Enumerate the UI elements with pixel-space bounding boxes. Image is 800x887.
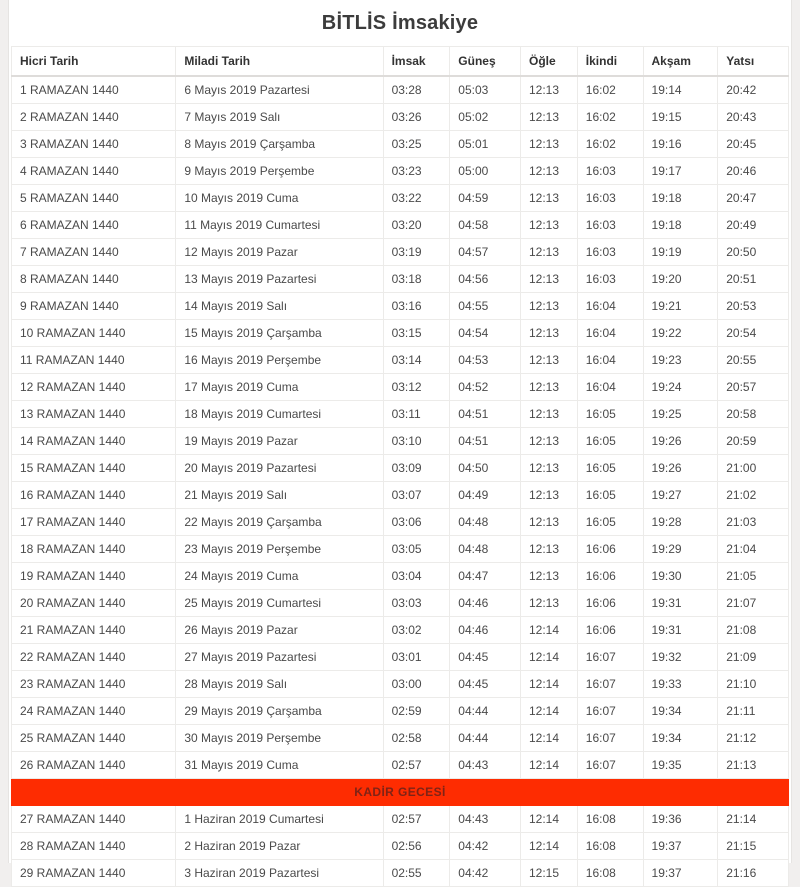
cell: 21 RAMAZAN 1440 <box>12 617 176 644</box>
cell: 12:14 <box>521 644 578 671</box>
cell: 16:07 <box>577 725 643 752</box>
cell: 04:58 <box>450 212 521 239</box>
cell: 16:06 <box>577 590 643 617</box>
cell: 20:50 <box>718 239 789 266</box>
table-row <box>12 509 789 536</box>
cell: 21:10 <box>718 671 789 698</box>
cell: 29 RAMAZAN 1440 <box>12 860 176 887</box>
cell: 7 Mayıs 2019 Salı <box>176 104 383 131</box>
cell: 21:03 <box>718 509 789 536</box>
table-header <box>12 47 789 77</box>
cell: 12:14 <box>521 671 578 698</box>
cell: 02:56 <box>383 833 450 860</box>
table-row <box>12 698 789 725</box>
cell: 18 Mayıs 2019 Cumartesi <box>176 401 383 428</box>
cell: 03:11 <box>383 401 450 428</box>
cell: 12:13 <box>521 104 578 131</box>
table-row <box>12 455 789 482</box>
page-title: BİTLİS İmsakiye <box>321 12 479 34</box>
cell: 19:19 <box>643 239 718 266</box>
cell: 19:24 <box>643 374 718 401</box>
cell: 3 Haziran 2019 Pazartesi <box>176 860 383 887</box>
cell: 19:17 <box>643 158 718 185</box>
cell: 12:13 <box>521 536 578 563</box>
cell: 20:46 <box>718 158 789 185</box>
cell: 20:55 <box>718 347 789 374</box>
cell: 03:05 <box>383 536 450 563</box>
cell: 16:05 <box>577 509 643 536</box>
table-row <box>12 293 789 320</box>
cell: 19:35 <box>643 752 718 779</box>
cell: 11 Mayıs 2019 Cumartesi <box>176 212 383 239</box>
table-row <box>12 752 789 779</box>
cell: 03:01 <box>383 644 450 671</box>
cell: 12:13 <box>521 590 578 617</box>
cell: 19 Mayıs 2019 Pazar <box>176 428 383 455</box>
table-row <box>12 833 789 860</box>
cell: 12:13 <box>521 212 578 239</box>
cell: 21:07 <box>718 590 789 617</box>
table-row <box>12 725 789 752</box>
cell: 20 RAMAZAN 1440 <box>12 590 176 617</box>
cell: 19:29 <box>643 536 718 563</box>
cell: 21:04 <box>718 536 789 563</box>
cell: 31 Mayıs 2019 Cuma <box>176 752 383 779</box>
table-row <box>12 239 789 266</box>
cell: 03:02 <box>383 617 450 644</box>
cell: 21 Mayıs 2019 Salı <box>176 482 383 509</box>
cell: 13 Mayıs 2019 Pazartesi <box>176 266 383 293</box>
cell: 25 Mayıs 2019 Cumartesi <box>176 590 383 617</box>
kadir-gecesi-banner-row <box>12 779 789 806</box>
cell: 26 RAMAZAN 1440 <box>12 752 176 779</box>
table-row <box>12 131 789 158</box>
table-row <box>12 428 789 455</box>
cell: 21:08 <box>718 617 789 644</box>
cell: 19:34 <box>643 698 718 725</box>
cell: 19:37 <box>643 833 718 860</box>
cell: 03:22 <box>383 185 450 212</box>
table-row <box>12 266 789 293</box>
table-row <box>12 860 789 887</box>
cell: 16 RAMAZAN 1440 <box>12 482 176 509</box>
cell: 24 Mayıs 2019 Cuma <box>176 563 383 590</box>
cell: 12:14 <box>521 698 578 725</box>
cell: 19:28 <box>643 509 718 536</box>
cell: 04:52 <box>450 374 521 401</box>
cell: 20:47 <box>718 185 789 212</box>
header-row <box>12 47 789 77</box>
cell: 16:07 <box>577 698 643 725</box>
cell: 19:30 <box>643 563 718 590</box>
cell: 04:50 <box>450 455 521 482</box>
table-row <box>12 644 789 671</box>
cell: 12:13 <box>521 455 578 482</box>
cell: 12:14 <box>521 752 578 779</box>
cell: 12:13 <box>521 239 578 266</box>
cell: 19:23 <box>643 347 718 374</box>
table-row <box>12 806 789 833</box>
column-header-8: Yatsı <box>718 47 789 77</box>
cell: 16:03 <box>577 185 643 212</box>
cell: 03:23 <box>383 158 450 185</box>
cell: 19 RAMAZAN 1440 <box>12 563 176 590</box>
cell: 16:03 <box>577 212 643 239</box>
cell: 16:03 <box>577 158 643 185</box>
cell: 23 Mayıs 2019 Perşembe <box>176 536 383 563</box>
table-row <box>12 320 789 347</box>
cell: 20:57 <box>718 374 789 401</box>
cell: 13 RAMAZAN 1440 <box>12 401 176 428</box>
cell: 04:42 <box>450 833 521 860</box>
cell: 04:43 <box>450 806 521 833</box>
cell: 19:18 <box>643 185 718 212</box>
cell: 16:08 <box>577 860 643 887</box>
cell: 19:18 <box>643 212 718 239</box>
cell: 04:45 <box>450 671 521 698</box>
cell: 16:02 <box>577 104 643 131</box>
table-row <box>12 347 789 374</box>
cell: 14 Mayıs 2019 Salı <box>176 293 383 320</box>
cell: 16:03 <box>577 239 643 266</box>
cell: 16:06 <box>577 563 643 590</box>
cell: 19:26 <box>643 428 718 455</box>
cell: 16:04 <box>577 347 643 374</box>
cell: 2 Haziran 2019 Pazar <box>176 833 383 860</box>
cell: 15 Mayıs 2019 Çarşamba <box>176 320 383 347</box>
cell: 20:45 <box>718 131 789 158</box>
cell: 04:46 <box>450 617 521 644</box>
cell: 23 RAMAZAN 1440 <box>12 671 176 698</box>
table-row <box>12 617 789 644</box>
cell: 05:03 <box>450 76 521 104</box>
cell: 21:13 <box>718 752 789 779</box>
cell: 25 RAMAZAN 1440 <box>12 725 176 752</box>
cell: 30 Mayıs 2019 Perşembe <box>176 725 383 752</box>
cell: 03:15 <box>383 320 450 347</box>
cell: 16:07 <box>577 752 643 779</box>
cell: 12:13 <box>521 131 578 158</box>
cell: 19:15 <box>643 104 718 131</box>
cell: 04:57 <box>450 239 521 266</box>
cell: 21:11 <box>718 698 789 725</box>
cell: 10 Mayıs 2019 Cuma <box>176 185 383 212</box>
column-header-4: Güneş <box>450 47 521 77</box>
cell: 03:14 <box>383 347 450 374</box>
cell: 8 RAMAZAN 1440 <box>12 266 176 293</box>
cell: 04:59 <box>450 185 521 212</box>
table-row <box>12 185 789 212</box>
cell: 28 RAMAZAN 1440 <box>12 833 176 860</box>
cell: 12:13 <box>521 293 578 320</box>
cell: 02:59 <box>383 698 450 725</box>
cell: 03:16 <box>383 293 450 320</box>
cell: 04:49 <box>450 482 521 509</box>
cell: 16:04 <box>577 320 643 347</box>
table-row <box>12 590 789 617</box>
table-row <box>12 212 789 239</box>
cell: 22 Mayıs 2019 Çarşamba <box>176 509 383 536</box>
cell: 21:09 <box>718 644 789 671</box>
kadir-gecesi-banner: KADİR GECESİ <box>12 779 789 806</box>
cell: 16:02 <box>577 76 643 104</box>
cell: 19:16 <box>643 131 718 158</box>
cell: 20:58 <box>718 401 789 428</box>
cell: 2 RAMAZAN 1440 <box>12 104 176 131</box>
column-header-5: Öğle <box>521 47 578 77</box>
cell: 02:57 <box>383 752 450 779</box>
cell: 03:26 <box>383 104 450 131</box>
cell: 20:59 <box>718 428 789 455</box>
cell: 12:14 <box>521 617 578 644</box>
cell: 24 RAMAZAN 1440 <box>12 698 176 725</box>
cell: 19:14 <box>643 76 718 104</box>
table-row <box>12 563 789 590</box>
cell: 16:08 <box>577 806 643 833</box>
cell: 26 Mayıs 2019 Pazar <box>176 617 383 644</box>
cell: 20:42 <box>718 76 789 104</box>
cell: 14 RAMAZAN 1440 <box>12 428 176 455</box>
cell: 19:33 <box>643 671 718 698</box>
cell: 12:13 <box>521 347 578 374</box>
cell: 04:47 <box>450 563 521 590</box>
cell: 04:44 <box>450 725 521 752</box>
cell: 12:13 <box>521 401 578 428</box>
cell: 02:58 <box>383 725 450 752</box>
cell: 21:02 <box>718 482 789 509</box>
cell: 19:27 <box>643 482 718 509</box>
cell: 21:16 <box>718 860 789 887</box>
cell: 20:49 <box>718 212 789 239</box>
cell: 16:06 <box>577 536 643 563</box>
cell: 12:13 <box>521 76 578 104</box>
cell: 04:48 <box>450 509 521 536</box>
cell: 04:53 <box>450 347 521 374</box>
cell: 7 RAMAZAN 1440 <box>12 239 176 266</box>
cell: 19:31 <box>643 590 718 617</box>
cell: 20:53 <box>718 293 789 320</box>
cell: 16:05 <box>577 401 643 428</box>
cell: 19:31 <box>643 617 718 644</box>
table-row <box>12 671 789 698</box>
cell: 16:07 <box>577 644 643 671</box>
cell: 04:45 <box>450 644 521 671</box>
cell: 21:12 <box>718 725 789 752</box>
cell: 6 RAMAZAN 1440 <box>12 212 176 239</box>
cell: 17 Mayıs 2019 Cuma <box>176 374 383 401</box>
cell: 8 Mayıs 2019 Çarşamba <box>176 131 383 158</box>
cell: 16:02 <box>577 131 643 158</box>
cell: 19:32 <box>643 644 718 671</box>
cell: 12:14 <box>521 725 578 752</box>
cell: 19:20 <box>643 266 718 293</box>
cell: 03:19 <box>383 239 450 266</box>
cell: 05:01 <box>450 131 521 158</box>
cell: 12 Mayıs 2019 Pazar <box>176 239 383 266</box>
cell: 16:03 <box>577 266 643 293</box>
cell: 03:04 <box>383 563 450 590</box>
cell: 1 Haziran 2019 Cumartesi <box>176 806 383 833</box>
cell: 5 RAMAZAN 1440 <box>12 185 176 212</box>
cell: 3 RAMAZAN 1440 <box>12 131 176 158</box>
cell: 21:05 <box>718 563 789 590</box>
cell: 20 Mayıs 2019 Pazartesi <box>176 455 383 482</box>
cell: 12:13 <box>521 158 578 185</box>
cell: 16:05 <box>577 482 643 509</box>
cell: 12:14 <box>521 806 578 833</box>
table-row <box>12 374 789 401</box>
cell: 27 Mayıs 2019 Pazartesi <box>176 644 383 671</box>
cell: 04:43 <box>450 752 521 779</box>
cell: 02:55 <box>383 860 450 887</box>
cell: 28 Mayıs 2019 Salı <box>176 671 383 698</box>
cell: 19:34 <box>643 725 718 752</box>
cell: 04:51 <box>450 401 521 428</box>
column-header-7: Akşam <box>643 47 718 77</box>
cell: 20:51 <box>718 266 789 293</box>
cell: 02:57 <box>383 806 450 833</box>
cell: 17 RAMAZAN 1440 <box>12 509 176 536</box>
cell: 03:28 <box>383 76 450 104</box>
cell: 03:12 <box>383 374 450 401</box>
cell: 03:03 <box>383 590 450 617</box>
cell: 04:51 <box>450 428 521 455</box>
cell: 12 RAMAZAN 1440 <box>12 374 176 401</box>
cell: 03:09 <box>383 455 450 482</box>
cell: 19:21 <box>643 293 718 320</box>
cell: 21:00 <box>718 455 789 482</box>
cell: 03:06 <box>383 509 450 536</box>
column-header-3: İmsak <box>383 47 450 77</box>
cell: 12:13 <box>521 509 578 536</box>
cell: 03:20 <box>383 212 450 239</box>
imsakiye-card <box>8 0 792 880</box>
cell: 03:10 <box>383 428 450 455</box>
cell: 20:43 <box>718 104 789 131</box>
cell: 19:36 <box>643 806 718 833</box>
cell: 16:08 <box>577 833 643 860</box>
column-header-2: Miladi Tarih <box>176 47 383 77</box>
cell: 12:15 <box>521 860 578 887</box>
cell: 04:44 <box>450 698 521 725</box>
cell: 16:04 <box>577 293 643 320</box>
cell: 27 RAMAZAN 1440 <box>12 806 176 833</box>
cell: 19:37 <box>643 860 718 887</box>
cell: 03:00 <box>383 671 450 698</box>
cell: 20:54 <box>718 320 789 347</box>
table-row <box>12 401 789 428</box>
cell: 03:07 <box>383 482 450 509</box>
cell: 22 RAMAZAN 1440 <box>12 644 176 671</box>
cell: 9 Mayıs 2019 Perşembe <box>176 158 383 185</box>
cell: 19:22 <box>643 320 718 347</box>
cell: 15 RAMAZAN 1440 <box>12 455 176 482</box>
table-row <box>12 158 789 185</box>
cell: 12:13 <box>521 320 578 347</box>
cell: 04:46 <box>450 590 521 617</box>
cell: 12:13 <box>521 266 578 293</box>
cell: 05:02 <box>450 104 521 131</box>
column-header-6: İkindi <box>577 47 643 77</box>
cell: 29 Mayıs 2019 Çarşamba <box>176 698 383 725</box>
cell: 4 RAMAZAN 1440 <box>12 158 176 185</box>
cell: 1 RAMAZAN 1440 <box>12 76 176 104</box>
cell: 04:55 <box>450 293 521 320</box>
cell: 21:14 <box>718 806 789 833</box>
cell: 12:13 <box>521 374 578 401</box>
cell: 18 RAMAZAN 1440 <box>12 536 176 563</box>
table-row <box>12 482 789 509</box>
cell: 19:25 <box>643 401 718 428</box>
cell: 21:15 <box>718 833 789 860</box>
table-row <box>12 104 789 131</box>
table-row <box>12 536 789 563</box>
cell: 04:42 <box>450 860 521 887</box>
cell: 9 RAMAZAN 1440 <box>12 293 176 320</box>
cell: 05:00 <box>450 158 521 185</box>
cell: 12:14 <box>521 833 578 860</box>
cell: 6 Mayıs 2019 Pazartesi <box>176 76 383 104</box>
column-header-1: Hicri Tarih <box>12 47 176 77</box>
cell: 16:05 <box>577 455 643 482</box>
cell: 12:13 <box>521 563 578 590</box>
cell: 11 RAMAZAN 1440 <box>12 347 176 374</box>
cell: 12:13 <box>521 185 578 212</box>
cell: 16:06 <box>577 617 643 644</box>
cell: 10 RAMAZAN 1440 <box>12 320 176 347</box>
cell: 04:56 <box>450 266 521 293</box>
imsakiye-table <box>11 46 789 887</box>
table-row <box>12 76 789 104</box>
cell: 16:04 <box>577 374 643 401</box>
cell: 12:13 <box>521 428 578 455</box>
cell: 19:26 <box>643 455 718 482</box>
cell: 12:13 <box>521 482 578 509</box>
cell: 04:48 <box>450 536 521 563</box>
cell: 04:54 <box>450 320 521 347</box>
cell: 03:18 <box>383 266 450 293</box>
cell: 16:05 <box>577 428 643 455</box>
cell: 03:25 <box>383 131 450 158</box>
cell: 16:07 <box>577 671 643 698</box>
table-body <box>12 76 789 887</box>
cell: 16 Mayıs 2019 Perşembe <box>176 347 383 374</box>
